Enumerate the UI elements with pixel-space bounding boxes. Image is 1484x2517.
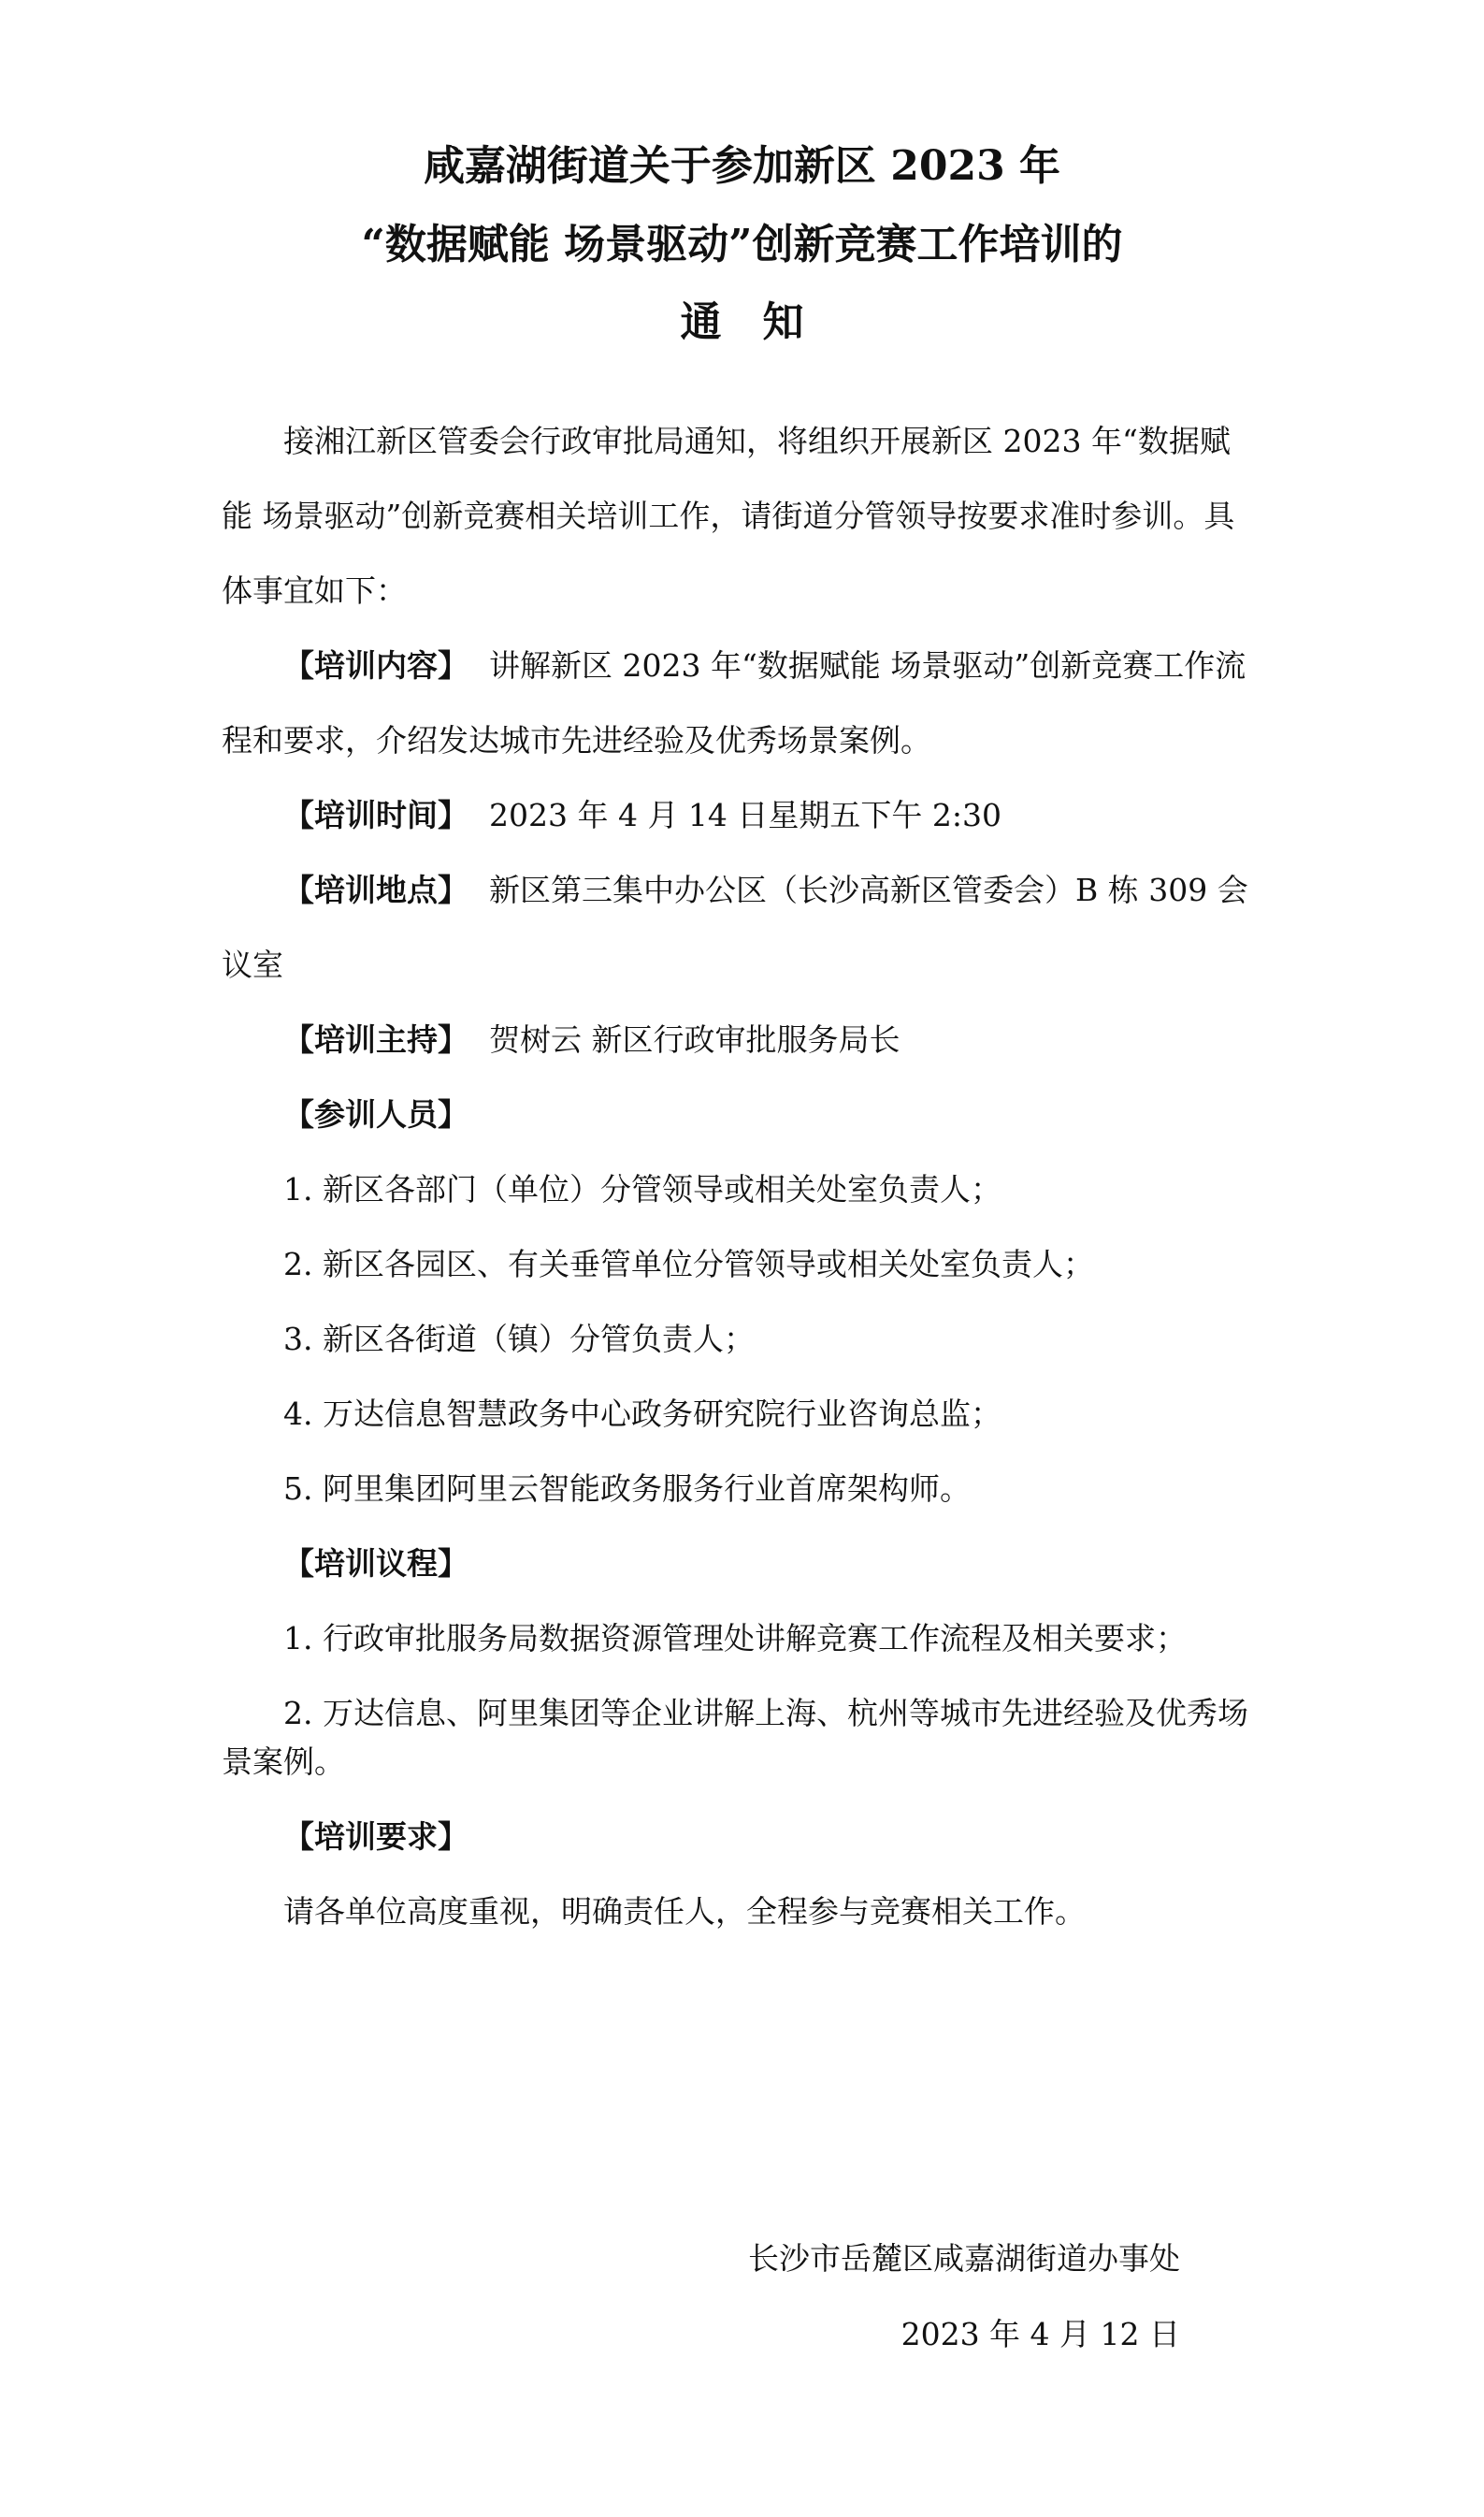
participant-item: 1. 新区各部门（单位）分管领导或相关处室负责人； xyxy=(283,1171,1001,1208)
time-text: 2023 年 4 月 14 日星期五下午 2:30 xyxy=(489,797,1002,833)
intro-paragraph: 接湘江新区管委会行政审批局通知，将组织开展新区 2023 年“数据赋能 场景驱动”创新竞赛相关培训工作，请街道分管领导按要求准时参训。具体事宜如下： xyxy=(222,423,1235,609)
title-line-3: 通知 xyxy=(680,298,845,346)
participant-item: 2. 新区各园区、有关垂管单位分管领导或相关处室负责人； xyxy=(283,1246,1094,1282)
host-label: 【培训主持】 xyxy=(283,1021,468,1058)
agenda-item: 1. 行政审批服务局数据资源管理处讲解竞赛工作流程及相关要求； xyxy=(283,1620,1187,1656)
title-line-2: “数据赋能 场景驱动”创新竞赛工作培训的 xyxy=(361,221,1123,268)
agenda-heading xyxy=(222,1526,1255,1601)
requirements-heading xyxy=(222,1800,1255,1874)
participant-item: 5. 阿里集团阿里云智能政务服务行业首席架构师。 xyxy=(283,1470,971,1507)
participant-item: 4. 万达信息智慧政务中心政务研究院行业咨询总监； xyxy=(283,1396,1001,1432)
content-label: 【培训内容】 xyxy=(283,647,468,684)
time-label: 【培训时间】 xyxy=(283,797,468,833)
participant-item: 3. 新区各街道（镇）分管负责人； xyxy=(283,1321,755,1357)
title-line-1: 咸嘉湖街道关于参加新区 2023 年 xyxy=(423,142,1061,190)
agenda-item: 2. 万达信息、阿里集团等企业讲解上海、杭州等城市先进经验及优秀场景案例。 xyxy=(222,1695,1248,1780)
signature-organization: 长沙市岳麓区咸嘉湖街道办事处 xyxy=(748,2240,1180,2277)
content-text: 讲解新区 2023 年“数据赋能 场景驱动”创新竞赛工作流程和要求，介绍发达城市先进经验及优秀场景案例。 xyxy=(222,647,1246,759)
host-text: 贺树云 新区行政审批服务局长 xyxy=(489,1021,900,1058)
agenda-label: 【培训议程】 xyxy=(283,1545,468,1582)
location-paragraph xyxy=(222,853,1255,1003)
host-paragraph xyxy=(222,1003,1255,1078)
document-body xyxy=(222,404,1255,1949)
participants-heading xyxy=(222,1078,1255,1152)
content-paragraph xyxy=(222,629,1255,778)
signature-date: 2023 年 4 月 12 日 xyxy=(900,2316,1180,2352)
requirements-label: 【培训要求】 xyxy=(283,1818,468,1855)
time-paragraph xyxy=(222,778,1255,853)
location-label: 【培训地点】 xyxy=(283,872,468,908)
location-text: 新区第三集中办公区（长沙高新区管委会）B 栋 309 会议室 xyxy=(222,872,1248,983)
participants-label: 【参训人员】 xyxy=(283,1096,468,1133)
requirements-text: 请各单位高度重视，明确责任人，全程参与竞赛相关工作。 xyxy=(283,1893,1086,1930)
